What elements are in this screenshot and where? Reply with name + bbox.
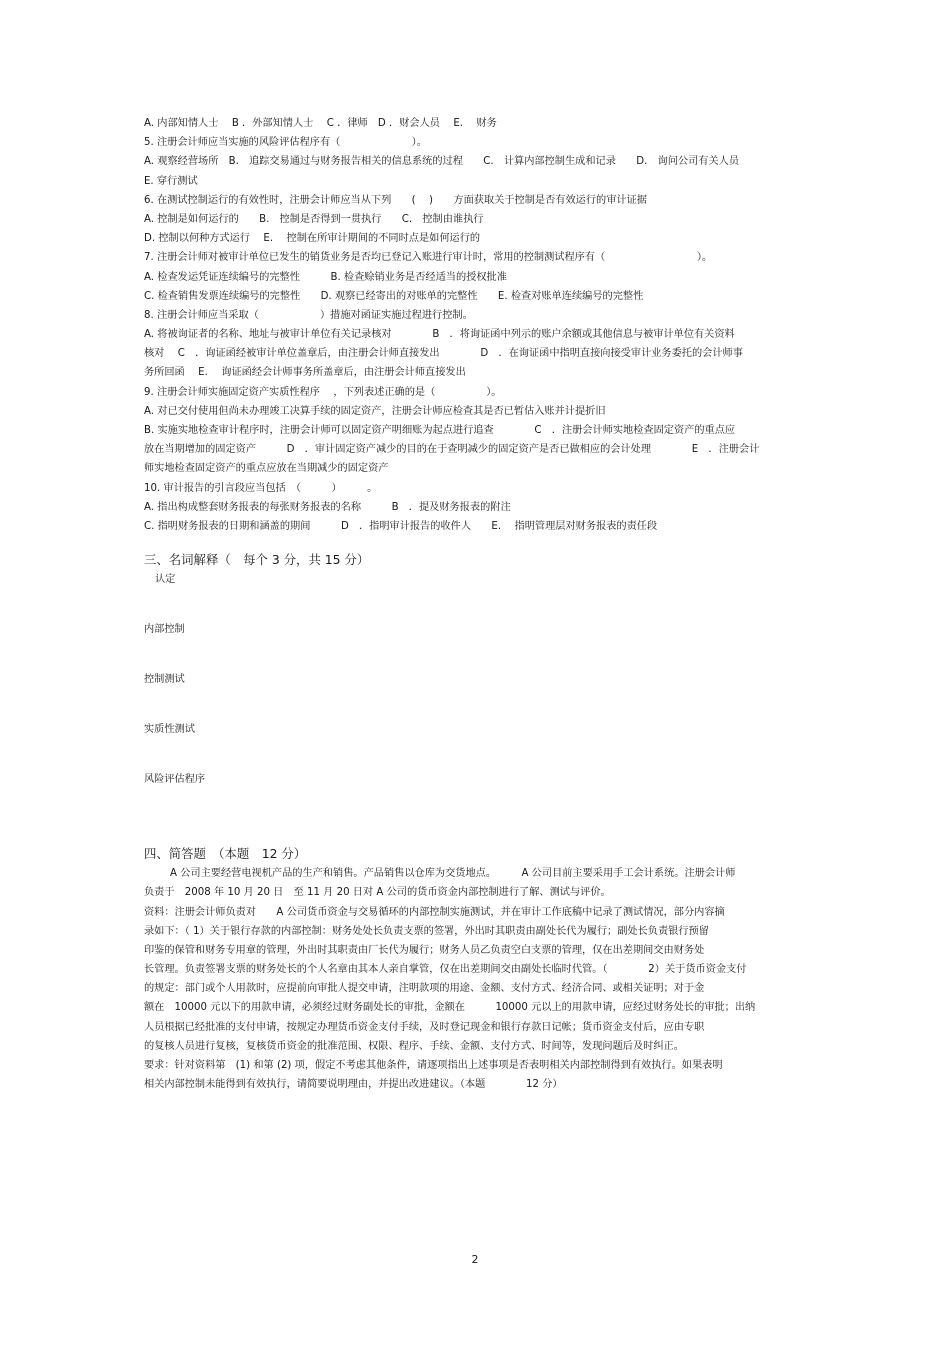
text-line: 要求：针对资料第 (1) 和第 (2) 项，假定不考虑其他条件，请逐项指出上述事项是否表明相关内部控制得到有效执行。如果表明 bbox=[144, 1060, 723, 1071]
page-number: 2 bbox=[471, 1253, 479, 1266]
text-line: 5. 注册会计师应当实施的风险评估程序有（ ）。 bbox=[144, 137, 427, 149]
text-line: C. 指明财务报表的日期和涵盖的期间 D ．指明审计报告的收件人 E. 指明管理层对财务报表的责任段 bbox=[144, 520, 658, 532]
text-line: 相关内部控制未能得到有效执行，请简要说明理由，并提出改进建议。（本题 12 分） bbox=[144, 1079, 563, 1091]
text-line: A. 对已交付使用但尚未办理竣工决算手续的固定资产，注册会计师应检查其是否已暂估入账并计提折旧 bbox=[144, 405, 606, 417]
text-line: A. 观察经营场所 B. 追踪交易通过与财务报告相关的信息系统的过程 C. 计算内部控制生成和记录 D. 询问公司有关人员 bbox=[144, 156, 740, 168]
term-item: 内部控制 bbox=[144, 624, 185, 636]
text-line: 务所回函 E. 询证函经会计师事务所盖章后，由注册会计师直接发出 bbox=[144, 367, 466, 379]
text-line: 长管理。负责签署支票的财务处长的个人名章由其本人亲自掌管，仅在出差期间交由副处长临时代管。（ 2）关于货币资金支付 bbox=[144, 964, 747, 976]
text-line: 印鉴的保管和财务专用章的管理，外出时其职责由厂长代为履行；财务人员乙负责空白支票的管理，仅在出差期间交由财务处 bbox=[144, 944, 705, 956]
term-item: 实质性测试 bbox=[144, 724, 195, 736]
text-line: A 公司主要经营电视机产品的生产和销售。产品销售以仓库为交货地点。 A 公司目前主要采用手工会计系统。注册会计师 bbox=[170, 868, 736, 880]
text-line: 资料：注册会计师负责对 A 公司货币资金与交易循环的内部控制实施测试，并在审计工作底稿中记录了测试情况，部分内容摘 bbox=[144, 906, 725, 918]
section-heading: 四、简答题 （本题 12 分） bbox=[144, 846, 307, 862]
text-line: 6. 在测试控制运行的有效性时，注册会计师应当从下列 ( ) 方面获取关于控制是否有效运行的审计证据 bbox=[144, 194, 647, 206]
text-line: 10. 审计报告的引言段应当包括 （ ） 。 bbox=[144, 482, 378, 494]
text-line: A. 内部知情人士 B ．外部知情人士 C ．律师 D ．财会人员 E. 财务 bbox=[144, 118, 497, 129]
term-list bbox=[144, 572, 814, 822]
text-line: 负责于 2008 年 10 月 20 日 至 11 月 20 日对 A 公司的货币资金内部控制进行了解、测试与评价。 bbox=[144, 887, 611, 899]
text-line: A. 检查发运凭证连续编号的完整性 B. 检查赊销业务是否经适当的授权批准 bbox=[144, 271, 507, 283]
text-line: A. 指出构成整套财务报表的每张财务报表的名称 B ．提及财务报表的附注 bbox=[144, 501, 511, 513]
text-line: B. 实施实地检查审计程序时，注册会计师可以固定资产明细账为起点进行追查 C ．注册会计师实地检查固定资产的重点应 bbox=[144, 425, 736, 436]
text-line: 9. 注册会计师实施固定资产实质性程序 ，下列表述正确的是（ ）。 bbox=[144, 386, 502, 398]
term-item: 认定 bbox=[155, 574, 176, 586]
text-line: A. 控制是如何运行的 B. 控制是否得到一贯执行 C. 控制由谁执行 bbox=[144, 213, 484, 225]
text-line: 录如下：（ 1）关于银行存款的内部控制：财务处处长负责支票的签署，外出时其职责由副处长代为履行；副处长负责银行预留 bbox=[144, 925, 709, 937]
term-item: 控制测试 bbox=[144, 674, 185, 686]
term-item: 风险评估程序 bbox=[144, 774, 206, 786]
section-heading: 三、名词解释（ 每个 3 分，共 15 分） bbox=[144, 552, 370, 568]
text-line: D. 控制以何种方式运行 E. 控制在所审计期间的不同时点是如何运行的 bbox=[144, 233, 481, 245]
text-line: 8. 注册会计师应当采取（ ）措施对函证实施过程进行控制。 bbox=[144, 309, 473, 321]
text-line: 放在当期增加的固定资产 D ．审计固定资产减少的目的在于查明减少的固定资产是否已做相应的会计处理 E ．注册会计 bbox=[144, 444, 760, 456]
text-line: 7. 注册会计师对被审计单位已发生的销货业务是否均已登记入账进行审计时，常用的控制测试程序有（ ）。 bbox=[144, 252, 713, 264]
choice-questions bbox=[144, 114, 814, 536]
text-line: 额在 10000 元以下的用款申请，必须经过财务副处长的审批，金额在 10000 元以上的用款申请，应经过财务处长的审批；出纳 bbox=[144, 1002, 756, 1014]
text-line: C. 检查销售发票连续编号的完整性 D. 观察已经寄出的对账单的完整性 E. 检查对账单连续编号的完整性 bbox=[144, 290, 644, 302]
text-line: 人员根据已经批准的支付申请，按规定办理货币资金支付手续，及时登记现金和银行存款日记帐；货币资金支付后，应由专职 bbox=[144, 1021, 705, 1033]
text-line: 的复核人员进行复核，复核货币资金的批准范围、权限、程序、手续、金额、支付方式、时间等，发现问题后及时纠正。 bbox=[144, 1040, 684, 1052]
case-question bbox=[144, 864, 814, 1094]
text-line: A. 将被询证者的名称、地址与被审计单位有关记录核对 B ．将询证函中列示的账户余额或其他信息与被审计单位有关资料 bbox=[144, 329, 735, 341]
text-line: E. 穿行测试 bbox=[144, 175, 198, 187]
text-line: 核对 C ．询证函经被审计单位盖章后，由注册会计师直接发出 D ．在询证函中指明直接向接受审计业务委托的会计师事 bbox=[144, 348, 743, 360]
text-line: 的规定：部门或个人用款时，应提前向审批人提交申请，注明款项的用途、金额、支付方式、经济合同、或相关证明；对于金 bbox=[144, 983, 705, 995]
page-content bbox=[144, 114, 814, 1094]
text-line: 师实地检查固定资产的重点应放在当期减少的固定资产 bbox=[144, 463, 389, 475]
